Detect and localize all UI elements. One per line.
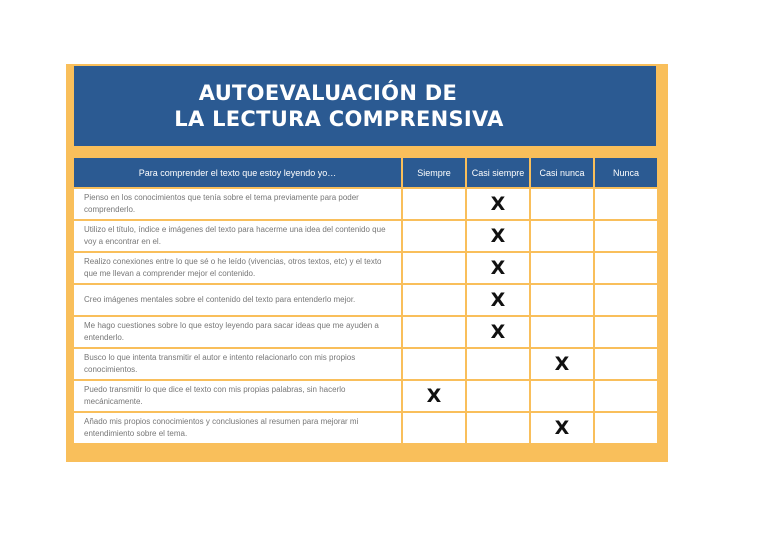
title-banner	[74, 66, 656, 146]
answer-cell	[595, 317, 657, 347]
statement-cell: Pienso en los conocimientos que tenía sobre el tema previamente para poder comprenderlo.	[74, 189, 401, 219]
header-statement: Para comprender el texto que estoy leyendo yo…	[74, 158, 401, 187]
header-siempre: Siempre	[403, 158, 465, 187]
answer-cell	[595, 285, 657, 315]
title-line-1: AUTOEVALUACIÓN DE	[198, 81, 458, 105]
header-casi-nunca: Casi nunca	[531, 158, 593, 187]
table-row	[74, 189, 657, 219]
answer-cell	[531, 189, 593, 219]
statement-cell: Realizo conexiones entre lo que sé o he leído (vivencias, otros textos, etc) y el texto que me llevan a comprender mejor el contenido.	[74, 253, 401, 283]
answer-cell	[595, 349, 657, 379]
statement-cell: Puedo transmitir lo que dice el texto con mis propias palabras, sin hacerlo mecánicamente.	[74, 381, 401, 411]
answer-cell	[467, 349, 529, 379]
table-header-row	[74, 158, 657, 187]
table-row	[74, 285, 657, 315]
table-row	[74, 253, 657, 283]
statement-cell: Creo imágenes mentales sobre el contenido del texto para entenderlo mejor.	[74, 285, 401, 315]
answer-cell	[403, 413, 465, 443]
answer-cell	[403, 221, 465, 251]
answer-cell: X	[531, 349, 593, 379]
answer-cell: X	[531, 413, 593, 443]
statement-cell: Utilizo el título, índice e imágenes del texto para hacerme una idea del contenido que voy a encontrar en el.	[74, 221, 401, 251]
answer-cell: X	[467, 285, 529, 315]
answer-cell	[595, 381, 657, 411]
answer-cell: X	[467, 317, 529, 347]
answer-cell: X	[467, 221, 529, 251]
answer-cell	[595, 413, 657, 443]
answer-cell	[595, 189, 657, 219]
table-row	[74, 349, 657, 379]
table-row	[74, 381, 657, 411]
answer-cell	[531, 253, 593, 283]
answer-cell: X	[467, 189, 529, 219]
answer-cell	[595, 221, 657, 251]
title-line-2: LA LECTURA COMPRENSIVA	[174, 107, 504, 131]
header-nunca: Nunca	[595, 158, 657, 187]
answer-cell: X	[403, 381, 465, 411]
table-row	[74, 317, 657, 347]
answer-cell	[595, 253, 657, 283]
answer-cell	[531, 285, 593, 315]
answer-cell	[531, 381, 593, 411]
answer-cell	[403, 189, 465, 219]
answer-cell	[467, 413, 529, 443]
answer-cell	[403, 253, 465, 283]
header-casi-siempre: Casi siempre	[467, 158, 529, 187]
statement-cell: Me hago cuestiones sobre lo que estoy leyendo para sacar ideas que me ayuden a entenderlo.	[74, 317, 401, 347]
table-row	[74, 413, 657, 443]
self-evaluation-table	[72, 156, 659, 445]
answer-cell	[467, 381, 529, 411]
answer-cell: X	[467, 253, 529, 283]
answer-cell	[531, 221, 593, 251]
table-row	[74, 221, 657, 251]
answer-cell	[403, 285, 465, 315]
statement-cell: Busco lo que intenta transmitir el autor e intento relacionarlo con mis propios conocimientos.	[74, 349, 401, 379]
statement-cell: Añado mis propios conocimientos y conclusiones al resumen para mejorar mi entendimiento sobre el tema.	[74, 413, 401, 443]
answer-cell	[531, 317, 593, 347]
answer-cell	[403, 317, 465, 347]
answer-cell	[403, 349, 465, 379]
